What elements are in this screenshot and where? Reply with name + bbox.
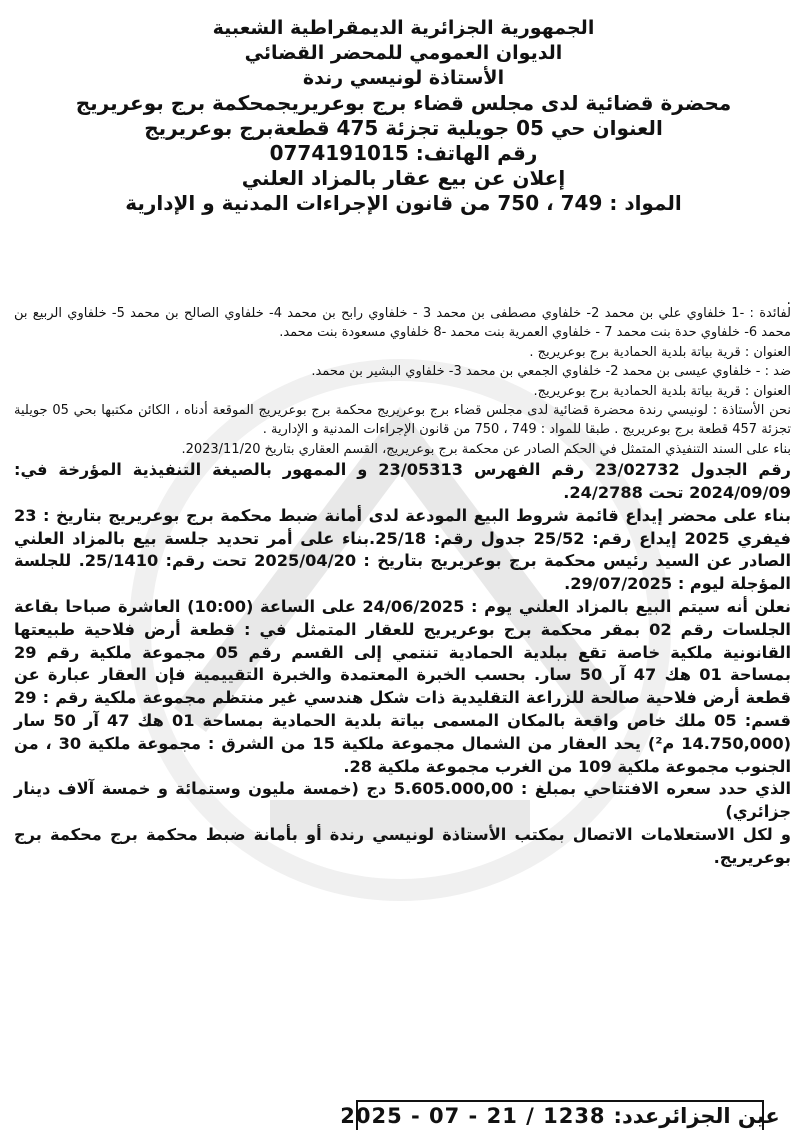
notice-body	[14, 304, 791, 870]
separator-dot: .	[786, 292, 791, 308]
paragraph-beneficiaries-address: العنوان : قرية بياتة بلدية الحمادية برج بوعريريج .	[529, 344, 791, 360]
publication-reference	[340, 1100, 780, 1130]
header-bailiff-name: الأستاذة لونيسي رندة	[302, 67, 505, 89]
notice-header	[40, 16, 767, 216]
publication-label: عين الجزائرعدد:	[613, 1104, 780, 1128]
paragraph-defendants-address: العنوان : قرية بياتة بلدية الحمادية برج بوعريريج.	[533, 383, 791, 399]
paragraph-sale-details: نعلن أنه سيتم البيع بالمزاد العلني يوم : 24/06/2025 على الساعة (10:00) العاشرة صباحا بقاعة الجلسات رقم 02 بمقر محكمة برج بوعريريج للعقار المتمثل في : قطعة أرض فلاحية طبيعتها القانونية ملكية خاصة تقع ببلدية الحمادية تنتمي إلى القسم رقم 05 مجموعة ملكية رقم 29 بمساحة 01 هك 47 آر 50 سار. بحسب الخبرة المعتمدة والخبرة التقييمية فإن العقار عبارة عن قطعة أرض فلاحية صالحة للزراعة التقليدية ذات شكل هندسي غير منتظم مجموعة ملكية رقم : 29 قسم: 05 ملك خاص واقعة بالمكان المسمى بياتة بلدية الحمادية بمساحة 01 هك 47 آر 50 سار (14.750,000 م²) يحد العقار من الشمال مجموعة ملكية 15 من الشرق : مجموعة ملكية 30 ، من الجنوب مجموعة ملكية 109 من الغرب مجموعة ملكية 28.	[14, 597, 792, 776]
paragraph-opening-price: الذي حدد سعره الافتتاحي بمبلغ : 5.605.000,00 دج (خمسة مليون وستمائة و خمسة آلاف دينار جزائري)	[14, 779, 791, 822]
header-republic: الجمهورية الجزائرية الديمقراطية الشعبية	[212, 17, 595, 39]
paragraph-register: رقم الجدول 23/02732 رقم الفهرس 23/05313 و الممهور بالصيغة التنفيذية المؤرخة في: 2024/09/09 تحت 24/2788.	[14, 460, 791, 503]
header-address: العنوان حي 05 جويلية تجزئة 475 قطعةبرج بوعريريج	[144, 116, 663, 140]
paragraph-defendants: ضد : - خلفاوي عيسى بن محمد 2- خلفاوي الجمعي بن محمد 3- خلفاوي البشير بن محمد.	[311, 364, 791, 380]
paragraph-deposit: بناء على محضر إيداع قائمة شروط البيع المودعة لدى أمانة ضبط محكمة برج بوعريريج بتاريخ : 23 فيفري 2025 إيداع رقم: 25/52 جدول رقم: 25/18.بناء على أمر تحديد جلسة بيع بالمزاد العلني الصادر عن السيد رئيس محكمة برج بوعريريج بتاريخ : 2025/04/20 تحت رقم: 25/1410. للجلسة المؤجلة ليوم : 29/07/2025.	[14, 505, 791, 594]
paragraph-beneficiaries: لفائدة : -1 خلفاوي علي بن محمد 2- خلفاوي مصطفى بن محمد 3 - خلفاوي رابح بن محمد 4- خلفاوي الصالح بن محمد 5- خلفاوي الربيع بن محمد 6- خلفاوي حدة بنت محمد 7 - خلفاوي العمرية بنت محمد -8 خلفاوي مسعودة بنت محمد.	[14, 306, 791, 341]
header-notice-title: إعلان عن بيع عقار بالمزاد العلني	[241, 166, 566, 190]
header-court: محضرة قضائية لدى مجلس قضاء برج بوعريريجمحكمة برج بوعريريج	[75, 91, 732, 115]
header-phone: رقم الهاتف: 0774191015	[269, 141, 538, 165]
header-legal-articles: المواد : 749 ، 750 من قانون الإجراءات المدنية و الإدارية	[125, 191, 682, 215]
paragraph-bailiff: نحن الأستاذة : لونيسي رندة محضرة قضائية لدى مجلس قضاء برج بوعريريج محكمة برج بوعريريج الموقعة أدناه ، الكائن مكتبها بحي 05 جويلية تجزئة 457 قطعة برج بوعريريج . طبقا للمواد : 749 ، 750 من قانون الإجراءات المدنية و الإدارية .	[14, 403, 792, 438]
publication-number: 2025 - 07 - 21 / 1238	[340, 1104, 606, 1128]
paragraph-contact: و لكل الاستعلامات الاتصال بمكتب الأستاذة لونيسي رندة أو بأمانة ضبط محكمة برج محكمة برج بوعريريج.	[14, 825, 791, 867]
header-office: الديوان العمومي للمحضر القضائي	[244, 42, 563, 64]
paragraph-judgment: بناء على السند التنفيذي المتمثل في الحكم الصادر عن محكمة برج بوعريريج، القسم العقاري بتاريخ 2023/11/20.	[181, 441, 791, 457]
